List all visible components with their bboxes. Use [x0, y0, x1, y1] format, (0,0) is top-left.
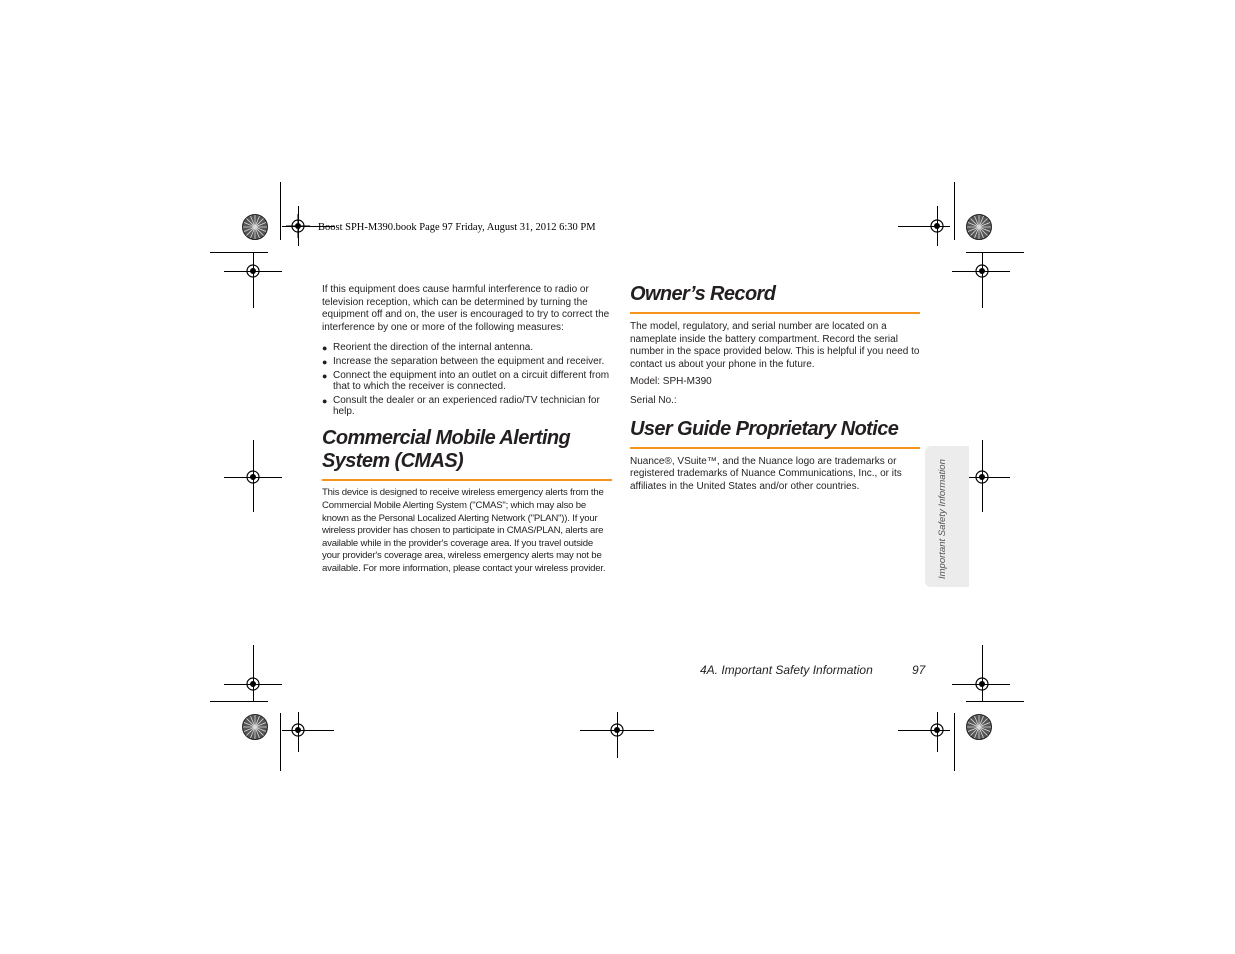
crosshair-line: [952, 684, 1010, 685]
list-item: [322, 370, 612, 392]
crosshair-line: [982, 645, 983, 701]
crosshair-line: [617, 712, 618, 758]
list-item-text: Consult the dealer or an experienced radio/TV technician for help.: [333, 395, 600, 418]
crop-line: [210, 701, 268, 702]
bullet-icon: ●: [322, 357, 328, 368]
list-item: [322, 395, 612, 417]
left-column: [322, 284, 612, 576]
owners-record-body: The model, regulatory, and serial number are located on a nameplate inside the battery compartment. Record the serial number in the space provided below. This is helpful if you need to contact us about your phone in the future.: [630, 321, 920, 370]
crop-line: [954, 182, 955, 240]
crosshair-line: [982, 440, 983, 512]
crosshair-line: [898, 226, 950, 227]
crosshair-line: [253, 440, 254, 512]
print-slug: Boost SPH-M390.book Page 97 Friday, August 31, 2012 6:30 PM: [318, 222, 596, 233]
crosshair-line: [253, 252, 254, 308]
list-item-text: Connect the equipment into an outlet on a circuit different from that to which the receiver is connected.: [333, 370, 610, 393]
crosshair-line: [298, 206, 299, 246]
star-target-icon: [966, 714, 992, 740]
page-number: 97: [912, 663, 926, 677]
list-item-text: Increase the separation between the equipment and receiver.: [333, 356, 605, 368]
crosshair-line: [937, 206, 938, 246]
right-column: [630, 283, 920, 493]
crop-line: [966, 252, 1024, 253]
list-item: [322, 356, 612, 367]
crosshair-line: [937, 712, 938, 752]
cmas-heading-line: System (CMAS): [322, 450, 464, 473]
crosshair-line: [298, 712, 299, 752]
crop-line: [280, 713, 281, 771]
crosshair-line: [282, 730, 334, 731]
serial-line: Serial No.:: [630, 394, 677, 406]
cmas-heading: [322, 427, 612, 481]
crop-line: [954, 713, 955, 771]
footer-section-title: 4A. Important Safety Information: [700, 663, 873, 677]
star-target-icon: [242, 714, 268, 740]
bullet-icon: ●: [322, 371, 328, 382]
bullet-icon: ●: [322, 343, 328, 354]
interference-measures-list: [322, 342, 612, 417]
crosshair-line: [253, 645, 254, 701]
list-item: [322, 342, 612, 353]
cmas-body: This device is designed to receive wireless emergency alerts from the Commercial Mobile Alerting System ("CMAS"; which may also be known as the Personal Localized Alerting Network ("PLAN")). If your wireless provider has chosen to participate in CMAS/PLAN, alerts are available while in the provider's coverage area. If you travel outside your provider's coverage area, wireless emergency alerts may not be available. For more information, please contact your wireless provider.: [322, 487, 606, 574]
bullet-icon: ●: [322, 396, 328, 407]
list-item-text: Reorient the direction of the internal antenna.: [333, 342, 534, 354]
crosshair-line: [952, 271, 1010, 272]
cmas-heading-line: Commercial Mobile Alerting: [322, 427, 571, 450]
star-target-icon: [242, 214, 268, 240]
star-target-icon: [966, 214, 992, 240]
proprietary-notice-body: Nuance®, VSuite™, and the Nuance logo are trademarks or registered trademarks of Nuance Communications, Inc., or its affiliates in the United States and/or other countries.: [630, 455, 902, 492]
side-tab-label: Important Safety Information: [937, 459, 948, 579]
owners-record-heading: Owner’s Record: [630, 283, 920, 314]
crop-line: [966, 701, 1024, 702]
crosshair-line: [982, 252, 983, 308]
interference-intro: If this equipment does cause harmful interference to radio or television reception, which can be determined by turning the equipment off and on, the user is encouraged to try to correct the interference by one or more of the following measures:: [322, 284, 610, 333]
crop-line: [210, 252, 268, 253]
model-line: Model: SPH-M390: [630, 376, 712, 388]
crop-line: [280, 182, 281, 240]
section-side-tab: [925, 446, 969, 587]
proprietary-notice-heading: User Guide Proprietary Notice: [630, 418, 920, 449]
crosshair-line: [898, 730, 950, 731]
